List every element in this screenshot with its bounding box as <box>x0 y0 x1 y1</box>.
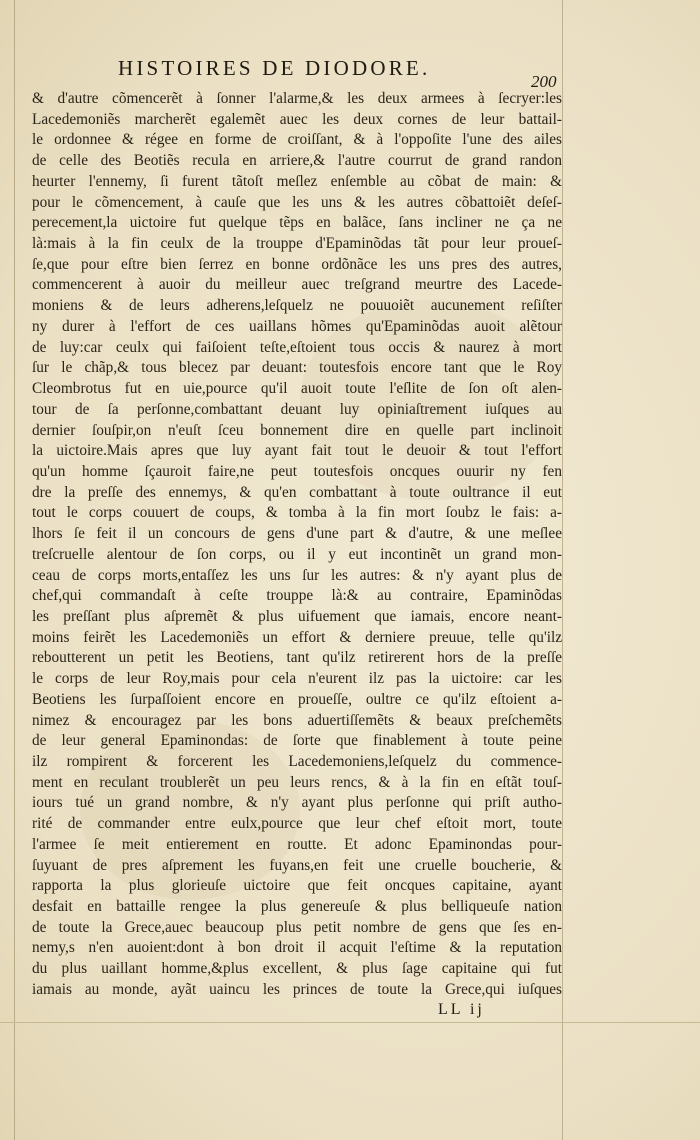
right-margin-rule <box>562 0 563 1140</box>
text-line: chef,qui commandaſt à ceſte trouppe là:& au contraire, Epaminõdas <box>32 587 562 605</box>
text-line: iours tué un grand nombre, & n'y ayant plus perſonne qui priſt autho- <box>32 794 562 812</box>
text-line: les preſſant plus aſpremẽt & plus uifuement que iamais, encore neant- <box>32 607 562 625</box>
left-margin-rule <box>14 0 15 1140</box>
text-line: heurter l'ennemy, ſi furent tãtoſt meſlez enſemble au cõbat de main: & <box>32 172 562 190</box>
body-text <box>32 89 562 1001</box>
text-line: de celle des Beotiẽs recula en arriere,& l'autre courrut de grand randon <box>32 152 562 170</box>
text-line: nimez & encouragez par les bons aduertiſſemẽts & beaux preſchemẽts <box>32 711 562 729</box>
folio-number: 200 <box>531 72 557 91</box>
text-line: moniens & de leurs adherens,leſquelz ne pouuoiẽt aucunement reſiſter <box>32 297 562 315</box>
text-line: ceau de corps morts,entaſſez les uns ſur les autres: & n'y ayant plus de <box>32 566 562 584</box>
text-line: de leur general Epaminondas: de ſorte que finablement à toute peine <box>32 732 562 750</box>
running-title: HISTOIRES DE DIODORE. <box>118 56 431 80</box>
text-line: Beotiens les ſurpaſſoient encore en proueſſe, oultre ce qu'ilz eſtoient a- <box>32 690 562 708</box>
text-line: de toute la Grece,auec beaucoup plus petit nombre de gens que ſes en- <box>32 918 562 936</box>
text-line: ny durer à l'effort de ces uaillans hõmes qu'Epaminõdas auoit alẽtour <box>32 317 562 335</box>
text-line: tout le corps couuert de coups, & tomba à la fin mort ſoubz le fais: a- <box>32 504 562 522</box>
signature-mark: LL ij <box>438 1001 485 1018</box>
text-line: lhors ſe feit il un concours de gens d'une part & d'autre, & une meſlee <box>32 525 562 543</box>
text-line: pour le cõmencement, à cauſe que les uns & les autres cõbattoiẽt deſeſ- <box>32 193 562 211</box>
bottom-margin-rule <box>0 1022 700 1023</box>
text-line: dernier ſouſpir,on n'euſt ſceu bonnement dire en quelle part inclinoit <box>32 421 562 439</box>
text-line: treſcruelle alentour de ſon corps, ou il y eut incontinẽt un grand mon- <box>32 545 562 563</box>
text-line: moins feirẽt les Lacedemoniẽs un effort & derniere preuue, telle qu'ilz <box>32 628 562 646</box>
text-line: Cleombrotus fut en uie,pource qu'il auoit toute l'eſlite de ſon oſt alen- <box>32 380 562 398</box>
text-line: ſur le chãp,& tous blecez par deuant: toutesfois encore tant que le Roy <box>32 359 562 377</box>
text-line: le corps de leur Roy,mais pour cela n'eurent ilz pas la uictoire: car les <box>32 670 562 688</box>
text-line: là:mais à la fin ceulx de la trouppe d'Epaminõdas tãt pour leur proueſ- <box>32 235 562 253</box>
text-line: commencerent à auoir du meilleur auec treſgrand meurtre des Lacede- <box>32 276 562 294</box>
text-line: reboutterent un petit les Beotiens, tant qu'ilz retirerent hors de la preſſe <box>32 649 562 667</box>
text-line: dre la preſſe des ennemys, & qu'en combattant à toute oultrance il eut <box>32 483 562 501</box>
text-line: perecement,la uictoire fut quelque tẽps en balãce, ſans incliner ne ça ne <box>32 214 562 232</box>
text-line: ment en reculant troublerẽt un peu leurs rencs, & à la fin en eſtãt touſ- <box>32 773 562 791</box>
text-line: ſe,que pour eſtre bien ſerrez en bonne ordõnãce les uns pres des autres, <box>32 255 562 273</box>
text-line: iamais au monde, ayãt uaincu les princes de toute la Grece,qui iuſques <box>32 980 562 998</box>
text-line: du plus uaillant homme,&plus excellent, & plus ſage capitaine qui fut <box>32 960 562 978</box>
text-line: & d'autre cõmencerẽt à ſonner l'alarme,& les deux armees à ſecryer:les <box>32 90 562 107</box>
text-line: le ordonnee & régee en forme de croiſſant, & à l'oppoſite l'une des ailes <box>32 131 562 149</box>
text-line: qu'un homme ſçauroit faire,ne peut toutesfois oncques ouurir ny fen <box>32 462 562 480</box>
text-line: l'armee ſe meit entierement en routte. Et adonc Epaminondas pour- <box>32 835 562 853</box>
text-line: de luy:car ceulx qui faiſoient teſte,eſtoient tous occis & naurez à mort <box>32 338 562 356</box>
text-line: rité de commander entre eulx,pource que leur chef eſtoit mort, toute <box>32 815 562 833</box>
text-line: rapporta la plus glorieuſe uictoire que feit oncques capitaine, ayant <box>32 877 562 895</box>
text-line: Lacedemoniẽs marcherẽt egalemẽt auec les deux cornes de leur battail- <box>32 110 562 128</box>
text-line: ilz rompirent & forcerent les Lacedemoniens,leſquelz du commence- <box>32 753 562 770</box>
text-line: la uictoire.Mais apres que luy ayant fait tout le deuoir & tout l'effort <box>32 442 562 460</box>
text-line: ſuyuant de pres aſprement les fuyans,en feit une cruelle boucherie, & <box>32 856 562 874</box>
text-line: tour de ſa perſonne,combattant deuant luy opiniaſtrement iuſques au <box>32 400 562 418</box>
text-line: nemy,s n'en auoient:dont à bon droit il acquit l'eſtime & la reputation <box>32 939 562 957</box>
text-line: desfait en battaille rengee la plus genereuſe & plus belliqueuſe nation <box>32 898 562 916</box>
